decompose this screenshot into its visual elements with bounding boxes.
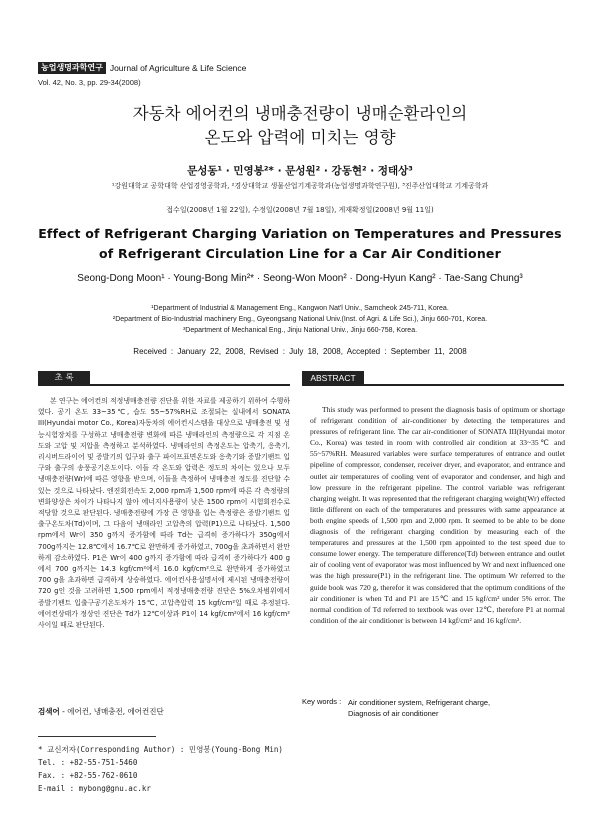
keywords-korean xyxy=(38,706,164,717)
dates-korean: 접수일(2008년 1월 22일), 수정일(2008년 7월 18일), 게재확정일(2008년 9월 11일) xyxy=(166,206,434,214)
keywords-korean-label: 검색어 xyxy=(38,707,60,716)
authors-korean: 문성동¹ · 민영봉²* · 문성원² · 강동현² · 정태상³ xyxy=(187,165,413,177)
keywords-english xyxy=(302,697,490,719)
title-korean-line1: 자동차 에어컨의 냉매충전량이 냉매순환라인의 xyxy=(132,104,468,123)
author-email: E-mail : mybong@gnu.ac.kr xyxy=(38,784,151,793)
journal-badge: 농업생명과학연구 xyxy=(38,62,106,74)
keywords-english-line1: Air conditioner system, Refrigerant charge, xyxy=(348,698,491,707)
journal-name: Journal of Agriculture & Life Science xyxy=(109,63,247,73)
journal-volume: Vol. 42, No. 3, pp. 29-34(2008) xyxy=(38,78,141,87)
corresponding-author: * 교신저자(Corresponding Author) : 민영봉(Young-Bong Min) xyxy=(38,745,283,754)
affiliation-english-1: ¹Department of Industrial & Management Eng., Kangwon Nat'l Univ., Samcheok 245-711, Korea. xyxy=(151,305,449,312)
keywords-korean-text: - 에어컨, 냉매충전, 에어컨진단 xyxy=(62,707,164,716)
affiliation-english-3: ³Department of Mechanical Eng., Jinju National Univ., Jinju 660-758, Korea. xyxy=(182,327,418,334)
authors-english: Seong-Dong Moon¹ · Young-Bong Min²* · Seong-Won Moon² · Dong-Hyun Kang² · Tae-Sang Chung³ xyxy=(77,273,523,284)
abstract-english-text: This study was performed to present the diagnosis basis of optimum or shortage of refrigerant condition of air-conditioner by detecting the temperatures and pressures of refrigerant line. The car air-conditioner of SONATA III(Hyundai motor Co., Korea) was tested in room with controlled air condition at 33~35℃ and 55~57%RH. Measured variables were surface temperatures of entrance and outlet pipeline of compressor, condenser, receiver dryer, and evaporator, and entrance and outlet air temperatures of cooling vent of evaporator and condenser, and high and low pressure in the refrigerant pipeline. The control variable was refrigerant charging weight. It was represented that the refrigerant charging weight(Wr) effected little different on each of the temperatures and pressures with same appearance at both engine speeds of 1,500 rpm and 2,000 rpm. It seemed to be able to be done diagnosis of the refrigerant charging condition by measuring each of the temperatures and pressures at the 1,500 rpm appointed to the test speed due to consume lower energy. The temperature difference(Td) between entrance and outlet air of cooling vent of evaporator was most influenced by Wr and next influenced one was the high pressure(P1) in the refrigerant line. The optimum Wr referred to the guide book was 720 g, therefor it was considered that the optimum conditions of the air conditioner is when Td and P1 are 15℃ and 15 kgf/cm² under 5% error. The normal condition of Td referred to textbook was over 12℃, therefore P1 at normal condition of the air conditioner is between 14 kgf/cm² and 16 kgf/cm². xyxy=(310,405,565,625)
title-korean-line2: 온도와 압력에 미치는 영향 xyxy=(204,128,396,147)
dates-english: Received : January 22, 2008, Revised : July 18, 2008, Accepted : September 11, 2008 xyxy=(133,347,467,356)
keywords-english-line2: Diagnosis of air conditioner xyxy=(348,709,439,718)
abstract-korean-header-bar xyxy=(38,371,290,386)
author-tel: Tel. : +82-55-751-5460 xyxy=(38,758,138,767)
keywords-english-values xyxy=(348,697,490,719)
journal-header xyxy=(38,61,246,75)
title-english-line1: Effect of Refrigerant Charging Variation on Temperatures and Pressures xyxy=(38,226,562,241)
corresponding-author-footnote xyxy=(38,743,283,795)
title-english-line2: of Refrigerant Circulation Line for a Car Air Conditioner xyxy=(99,246,501,261)
affiliations-korean: ¹강원대학교 공학대학 산업경영공학과, ²경상대학교 생물산업기계공학과(농업생명과학연구원), ³진주산업대학교 기계공학과 xyxy=(111,182,489,190)
author-fax: Fax. : +82-55-762-0610 xyxy=(38,771,138,780)
keywords-english-label: Key words : xyxy=(302,697,342,706)
abstract-korean-heading: 초 록 xyxy=(38,371,90,385)
footnote-divider xyxy=(38,736,156,737)
abstract-english-header-bar xyxy=(302,371,564,386)
affiliation-english-2: ²Department of Bio-Industrial machinery Eng., Gyeongsang National Univ.(Inst. of Agri. & Life Sci.), Jinju 660-701, Korea. xyxy=(112,316,488,323)
abstract-english-heading: ABSTRACT xyxy=(302,371,364,385)
abstract-korean-text: 본 연구는 에어컨의 적정냉매충전량 진단을 위한 자료를 제공하기 위하여 수행하였다. 공기 온도 33~35℃, 습도 55~57%RH로 조절되는 실내에서 SONATA III(Hyundai motor Co., Korea)자동차의 에어컨시스템을 대상으로 냉매충전 및 성능시험장치를 구성하고 냉매충전량 변화에 따른 냉매라인의 측정량으로 각 지점 온도와 고압 및 저압을 측정하고 분석하였다. 냉매라인의 측정온도는 압축기, 응축기, 리시버드라이어 및 증발기의 입구와 출구 파이프표면온도와 응축기와 증발기팬트 입구와 출구의 송풍공기온도이다. 이들 각 온도와 압력은 정도의 차이는 있으나 모두 냉매충전량(Wr)에 따른 영향을 받으며, 이들을 측정하여 냉매충전 정도를 진단할 수 있는 것으로 나타났다. 엔진회전속도 2,000 rpm과 1,500 rpm에 따른 각 측정량의 변화양상은 차이가 나타나지 않아 에너지사용량이 낮은 1500 rpm이 시험회전수로 적당할 것으로 판단된다. 냉매충전량에 가장 큰 영향을 입는 측정량은 증발기팬트 입출구온도차(Td)이며, 그 다음이 냉매라인 고압측의 압력(P1)으로 나타났다. 1,500 rpm에서 Wr이 350 g까지 증가함에 따라 Td는 급격히 증가하다가 350g에서 700g까지는 12.8℃에서 16.7℃로 완만하게 증가하였고, 700g을 초과하면서 완만하게 감소하였다. P1은 Wr이 400 g까지 증가함에 따라 급격히 증가하다가 400 g에서 700 g까지는 14.3 kgf/cm²에서 16.0 kgf/cm²으로 완만하게 증가하였고 700 g을 초과하면 급격하게 상승하였다. 에어컨사용설명서에 제시된 냉매충전량이 720 g인 것을 고려하면 1,500 rpm에서 적정냉매충전량 진단은 5%오차범위에서 증발기팬트 입출구공기온도차가 15℃, 고압측압력 15 kgf/cm²일 때로 추정된다. 에어컨상태가 정상인 진단은 Td가 12℃이상과 P1이 14 kgf/cm²에서 16 kgf/cm² 사이일 때로 판단된다. xyxy=(38,397,290,630)
